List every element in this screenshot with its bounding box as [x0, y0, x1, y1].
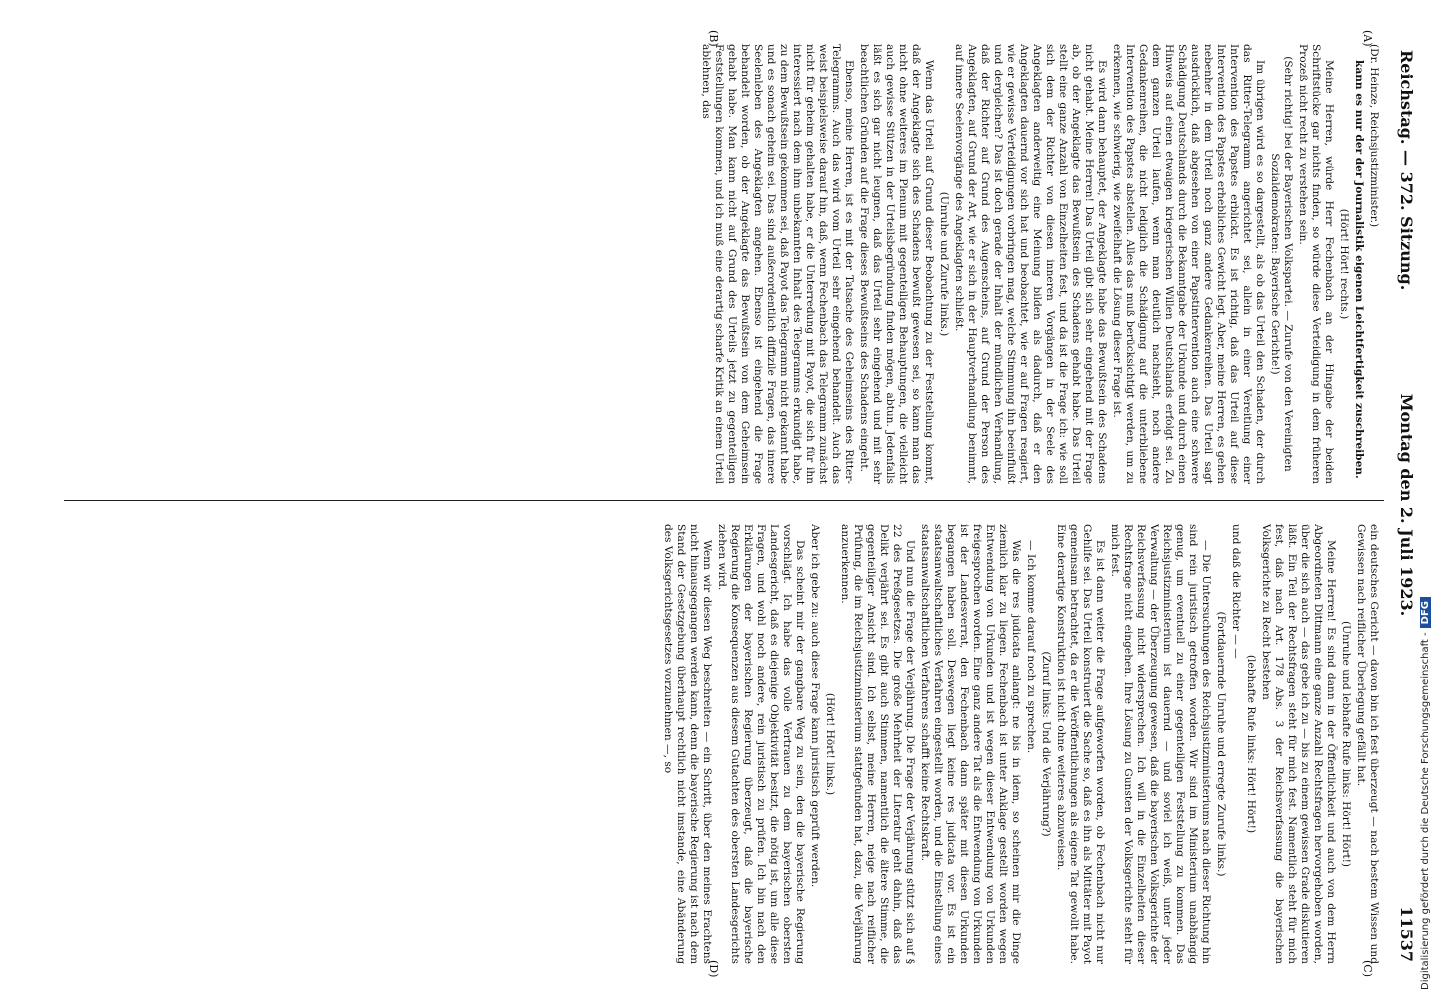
paragraph: kann es nur der der Journalistik eigenen Leichtfertigkeit zuschreiben. [1353, 60, 1365, 479]
paragraph: Meine Herren, würde Herr Fechenbach an der Hingabe der beiden Schriftstücke gar nichts finden, so würde diese Verteidigung in dem früheren Prozeß nicht recht zu verstehen sein. [1297, 44, 1335, 484]
interjection: (Sehr richtig! bei der Bayerischen Volkspartei. — Zurufe von den Vereinigten Sozialdemokraten: Bayerische Gerichte!) [1269, 56, 1294, 472]
paragraph: — Die Untersuchungen des Reichsjustizministeriums nach dieser Richtung hin sind rein juristisch getroffen worden. Wir sind im Ministerium unabhängig genug, um eventuell zu einer gegenteiligen Feststellung zu kommen. Das Reichsjustizministerium ist dauernd — und soviel ich weiß, unter jeder Verwaltung — der Überzeugung gewesen, daß die bayerischen Volksgerichte der Reichsverfassung nicht widersprechen. Ich will in die Einzelheiten dieser Rechtsfrage nicht eingehen. Ihre Lösung zu Gunsten der Volksgerichte steht für mich fest. [1109, 524, 1212, 964]
header-date: Montag den 2. Juli 1923. [1397, 393, 1416, 617]
paragraph: Wenn wir diesen Weg beschreiten — ein Schritt, über den meines Erachtens nicht hinausgegangen werden kann, denn die bayerische Regierung ist nach dem Stand der Gesetzgebung überhaupt rechtlich nicht imstande, eine Abänderung des Volksgerichtsgesetzes vorzunehmen —, so [662, 524, 713, 964]
paragraph: — Ich komme darauf noch zu sprechen. [1025, 540, 1037, 754]
dfg-logo: DFG [1420, 597, 1431, 628]
page-header [1390, 30, 1420, 980]
paragraph: ein deutsches Gericht — davon bin ich fest überzeugt — nach bestem Wissen und Gewissen nach reiflicher Überlegung gefällt hat. [1355, 524, 1380, 964]
rotated-document-page [20, 30, 1420, 980]
interjection: (Zuruf links: Und die Verjährung?) [1040, 651, 1052, 837]
paragraph: Was die res judicata anlangt: ne bis in idem, so scheinen mir die Dinge ziemlich klar zu liegen. Fechenbach ist unter Anklage gestellt worden wegen Entwendung von Urkunden und ist wegen dieser Entwendung von Urkunden freigesprochen worden. Eine ganz andere Tat als die Entwendung von Urkunden ist der Landesverrat, den Fechenbach dann später mit diesen Urkunden begangen haben soll. Deswegen liegt keine res judicata vor. Es ist ein staatsanwaltschaftliches Verfahren eingestellt worden, und die Einstellung eines staatsanwaltschaftlichen Verfahrens schafft keine Rechtskraft. [919, 524, 1022, 964]
digitization-credit [1420, 30, 1431, 990]
paragraph: Das scheint mir der gangbare Weg zu sein, den die bayerische Regierung vorschlägt. Ich habe das volle Vertrauen zu dem bayerischen obersten Landesgericht, daß es diejenige Objektivität besitzt, die nötig ist, um alle diese Fragen, und wohl noch andere, rein juristisch zu prüfen. Ich bin nach den Erklärungen der bayerischen Regierung überzeugt, daß die bayerische Regierung die Konsequenzen aus diesem Gutachten des obersten Landesgerichts ziehen wird. [716, 524, 806, 964]
header-session: Reichstag. — 372. Sitzung. [1397, 50, 1416, 291]
paragraph: Meine Herren! Es sind dann in der Öffentlichkeit und auch von dem Herrn Abgeordneten Dittmann eine ganze Anzahl Rechtsfragen hervorgehoben worden, über die sich auch — das gebe ich zu — bis zu einem gewissen Grade diskutieren läßt. Ein Teil der Rechtsfragen steht für mich fest. Namentlich steht für mich fest, daß nach Art. 178 Abs. 3 der Reichsverfassung die bayerischen Volksgerichte zu Recht bestehen [1260, 524, 1337, 964]
speaker-line: (Dr. Heinze, Reichsjustizminister.) [1368, 44, 1380, 228]
paragraph: Es ist dann weiter die Frage aufgeworfen worden, ob Fechenbach nicht nur Gehilfe sei. Das Urteil konstruiert die Sache so, daß es ihn als Mittäter mit Payot gemeinsam betrachtet, da er die Veröffentlichungen als eigene Tat gewollt habe. Eine derartige Konstruktion ist nicht ohne weiteres abzuweisen. [1055, 524, 1106, 964]
interjection: (Unruhe und Zurufe links.) [938, 191, 950, 337]
paragraph: Aber ich gebe zu: auch diese Frage kann juristisch geprüft werden. [809, 524, 821, 888]
margin-marker-c: (C) [1361, 960, 1374, 977]
paragraph: Wenn das Urteil auf Grund dieser Beobachtung zu der Feststellung kommt, daß der Angeklagte sich des Schadens bewußt gewesen sei, so kann man das nicht ohne weiteres im Plenum mit gegenteiligen Behauptungen, die vielleicht auch gewisse Stützen in der Urteilsbegründung finden mögen, abtun. Jedenfalls läßt es sich gar nicht leugnen, daß das Urteil sehr eingehend und mit sehr beachtlichen Gründen auf die Frage dieses Bewußtseins des Schadens eingeht. [858, 44, 935, 484]
header-page-number: 11537 [1397, 906, 1416, 962]
margin-marker-a: (A) [1361, 30, 1374, 47]
paragraph: Im übrigen wird es so dargestellt, als ob das Urteil den Schaden, der durch das Ritter-Telegramm angerichtet sei, allein in einer Vereitlung einer Intervention des Papstes erblickt. Es ist richtig, daß das Urteil auf diese Intervention des Papstes erhebliches Gewicht legt. Aber, meine Herren, es gehen nebenher in dem Urteil noch ganz andere Gedankenreihen. Das Urteil sagt ausdrücklich, daß abgesehen von einer Papstintervention auch eine schwere Schädigung Deutschlands durch die Bekanntgabe der Urkunde und durch einen Hinweis auf einen etwaigen kriegerischen Willen Deutschlands erfolgt sei. Zu dem ganzen Urteil laufen, wenn man deutlich nachsieht, noch andere Gedankenreihen, die nicht lediglich die Schädigung auf die unterbliebene Intervention des Papstes abstellen. Alles das muß berücksichtigt werden, um zu erkennen, wie schwierig, wie zweifelhaft die Lösung dieser Frage ist. [1111, 44, 1266, 484]
paragraph: Ebenso, meine Herren, ist es mit der Tatsache des Geheimseins des Ritter-Telegramms. Auch das wird vom Urteil sehr eingehend behandelt. Auch das weist beispielsweise darauf hin, daß, wenn Fechenbach das Telegramm zunächst nicht für geheim gehalten habe, er die Unterredung mit Payot, die sich für ihn interessiert nach dem ihm unbekannten Inhalt des Telegramms erkundigt habe, zu dem Bewußtsein gekommen sei, daß Payot das Telegramm nicht gekannt habe und es sonach geheim sei. Das sind außerordentlich diffizile Fragen, das innere Seelenleben des Angeklagten angehen. Ebenso ist eingehend die Frage behandelt worden, ob der Angeklagte das Bewußtsein von dem Geheimsein gehabt habe. Man kann nicht auf Grund des Urteils jetzt zu gegenteiligen Feststellungen kommen, und ich muß eine derartig scharfe Kritik an einem Urteil ablehnen, das [700, 44, 855, 484]
interjection: (Hört! Hört! links.) [824, 692, 836, 796]
margin-marker-d: (D) [707, 960, 720, 978]
paragraph: und daß die Richter — — [1230, 524, 1242, 659]
interjection: (lebhafte Rufe links: Hört! Hört!) [1245, 654, 1257, 834]
interjection: (Fortdauernde Unruhe und erregte Zurufe links.) [1215, 611, 1227, 877]
left-column [70, 44, 1380, 484]
column-divider [64, 500, 1384, 501]
interjection: (Hört! Hört! rechts.) [1338, 208, 1350, 320]
margin-marker-b: (B) [707, 30, 720, 47]
right-column [70, 524, 1380, 964]
paragraph: Und nun die Frage der Verjährung. Die Frage der Verjährung stützt sich auf § 22 des Preßgesetzes. Die große Mehrheit der Literatur geht dahin, daß das Delikt verjährt sei. Es gibt auch Stimmen, namentlich die ältere Stimme, die gegenteiliger Ansicht sind. Ich selbst, meine Herren, neige nach reiflicher Prüfung, die im Reichsjustizministerium stattgefunden hat, dazu, die Verjährung anzuerkennen. [839, 524, 916, 964]
digitization-credit-text: Digitalisierung gefördert durch die Deutsche Forschungsgemeinschaft - [1420, 632, 1431, 990]
paragraph: Es wird dann behauptet, der Angeklagte habe das Bewußtsein des Schadens nicht gehabt. Meine Herren! Das Urteil gibt sich sehr eingehend mit der Frage ab, ob der Angeklagte das Bewußtsein des Schadens gehabt habe. Das Urteil stellt eine ganze Anzahl von Einzelheiten fest, und da ist die Frage ich: wie soll sich dem der Richter von diesen inneren Vorgängen in der Seele des Angeklagten anderweitig eine Meinung bilden als dadurch, daß er den Angeklagten dauernd vor sich hat und beobachtet, wie er auf Fragen reagiert, wie er gewisse Verteidigungen vorbringen mag, welche Stimmung ihn beeinflußt und dergleichen? Das ist doch gerade der Inhalt der mündlichen Verhandlung, daß der Richter auf Grund des Augenscheins, auf Grund der Person des Angeklagten, auf Grund der Art, wie er sich in der Hauptverhandlung benimmt, auf innere Seelenvorgänge des Angeklagten schließt. [953, 44, 1108, 484]
interjection: (Unruhe und lebhafte Rufe links: Hört! Hört!) [1340, 620, 1352, 868]
